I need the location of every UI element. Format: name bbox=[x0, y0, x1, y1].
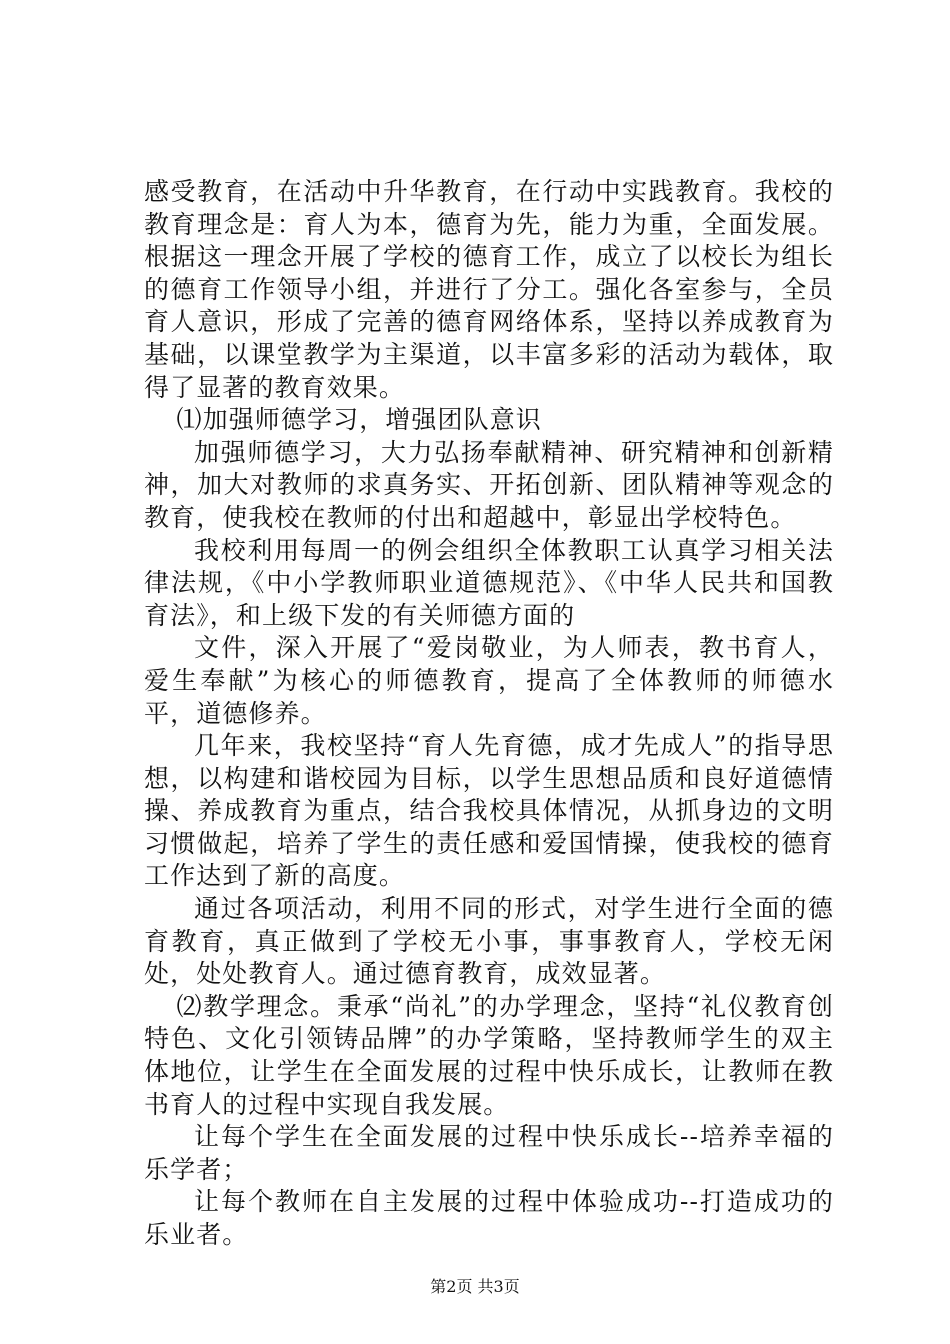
paragraph-recent-years: 几年来，我校坚持“育人先育德，成才先成人”的指导思想，以构建和谐校园为目标，以学生思想品质和良好道德情操、养成教育为重点，结合我校具体情况，从抓身边的文明习惯做起，培养了学生的责任感和爱国情操，使我校的德育工作达到了新的高度。 bbox=[144, 731, 834, 891]
paragraph-weekly-meeting: 我校利用每周一的例会组织全体教职工认真学习相关法律法规，《中小学教师职业道德规范》、《中华人民共和国教育法》，和上级下发的有关师德方面的 bbox=[144, 535, 834, 630]
paragraph-teachers-goal: 让每个教师在自主发展的过程中体验成功--打造成功的乐业者。 bbox=[144, 1187, 834, 1249]
heading-item-1: ⑴加强师德学习，增强团队意识 bbox=[176, 405, 542, 435]
page-number-footer: 第2页 共3页 bbox=[430, 1277, 520, 1296]
paragraph-teacher-ethics: 加强师德学习，大力弘扬奉献精神、研究精神和创新精神，加大对教师的求真务实、开拓创新、团队精神等观念的教育，使我校在教师的付出和超越中，彰显出学校特色。 bbox=[144, 437, 834, 532]
paragraph-activities: 通过各项活动，利用不同的形式，对学生进行全面的德育教育，真正做到了学校无小事，事事教育人，学校无闲处，处处教育人。通过德育教育，成效显著。 bbox=[144, 894, 834, 989]
heading-item-2: ⑵教学理念。秉承“尚礼”的办学理念，坚持“礼仪教育创特色、文化引领铸品牌”的办学策略，坚持教师学生的双主体地位，让学生在全面发展的过程中快乐成长，让教师在教书育人的过程中实现自我发展。 bbox=[144, 991, 834, 1119]
paragraph-documents: 文件，深入开展了“爱岗敬业，为人师表，教书育人，爱生奉献”为核心的师德教育，提高了全体教师的师德水平，道德修养。 bbox=[144, 633, 834, 728]
paragraph-students-goal: 让每个学生在全面发展的过程中快乐成长--培养幸福的乐学者； bbox=[144, 1122, 834, 1184]
document-body bbox=[144, 176, 834, 1252]
paragraph-intro: 感受教育，在活动中升华教育，在行动中实践教育。我校的教育理念是：育人为本，德育为先，能力为重，全面发展。根据这一理念开展了学校的德育工作，成立了以校长为组长的德育工作领导小组，并进行了分工。强化各室参与，全员育人意识，形成了完善的德育网络体系，坚持以养成教育为基础，以课堂教学为主渠道，以丰富多彩的活动为载体，取得了显著的教育效果。 bbox=[144, 177, 834, 402]
